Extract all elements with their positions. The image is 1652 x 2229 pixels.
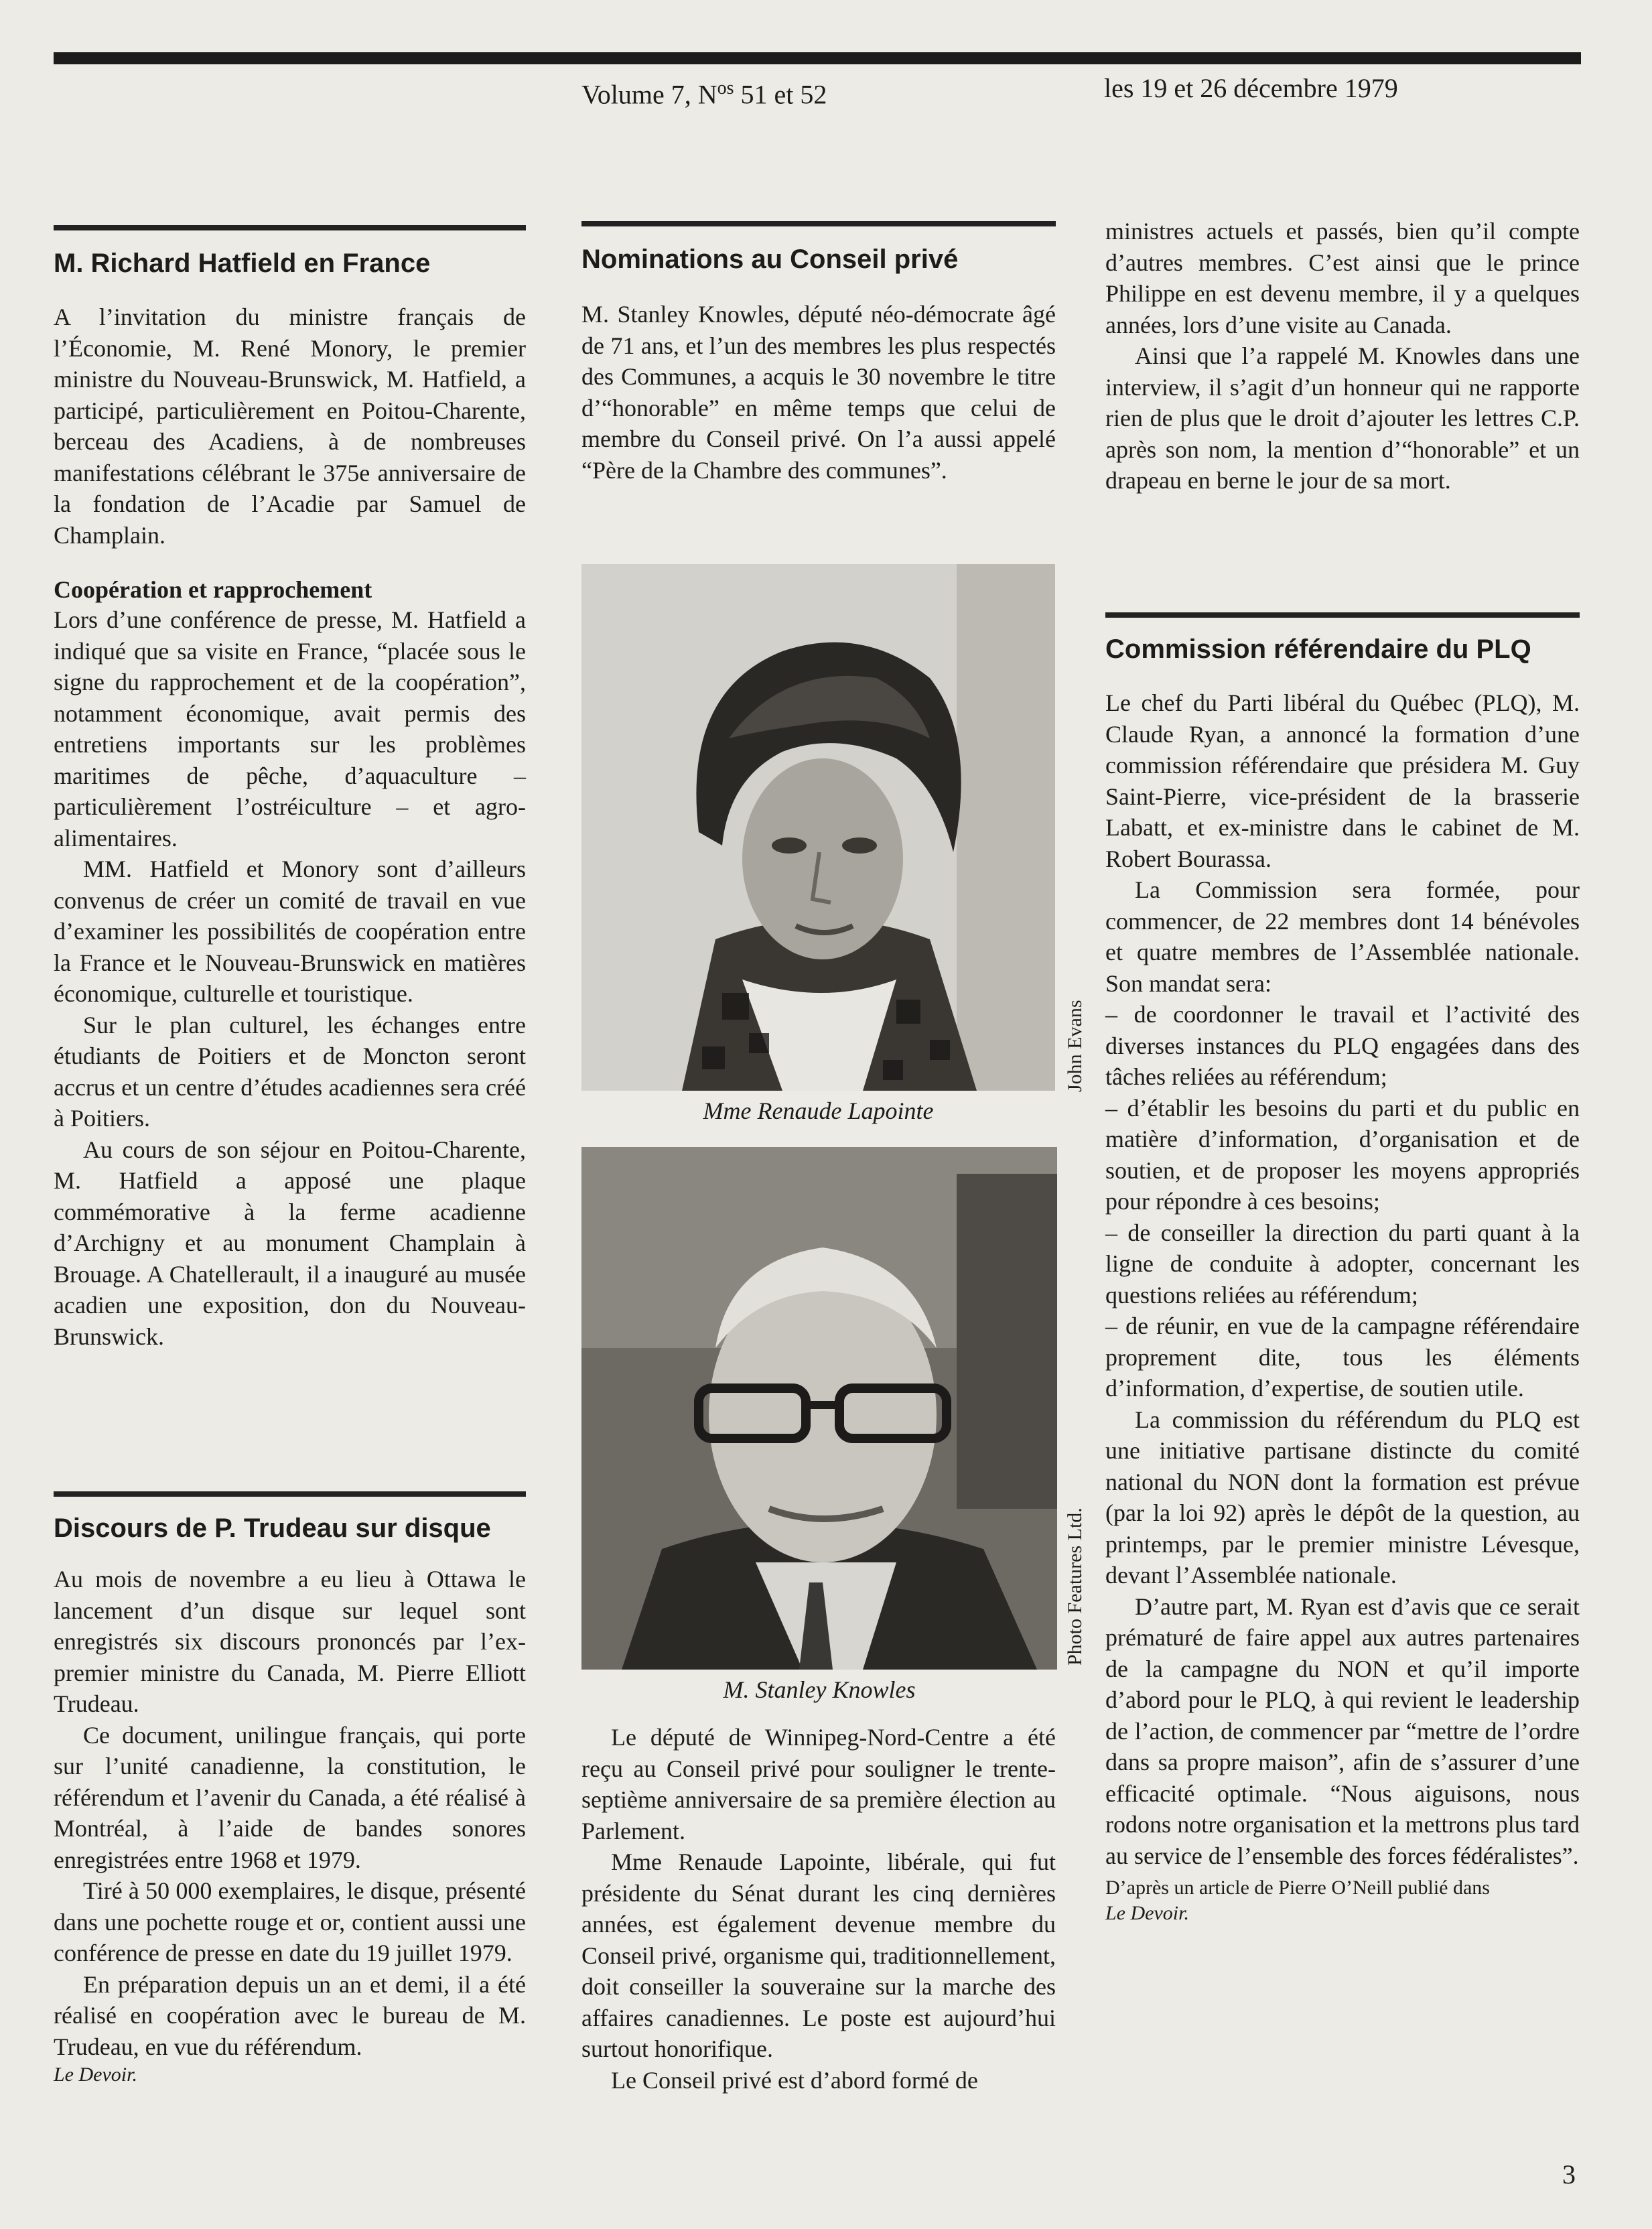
hatfield-paragraph-3: MM. Hatfield et Monory sont d’ailleurs convenus de créer un comité de travail en vue d’examiner les possibilités de coopération entre la France et le Nouveau-Brunswick en matières économique, culturelle et touristique. [54, 856, 526, 1007]
conseil-paragraph-5: ministres actuels et passés, bien qu’il compte d’autres membres. C’est ainsi que le prince Philippe en est devenu membre, il y a quelques années, lors d’une visite au Canada. [1105, 218, 1580, 338]
photo1-credit: John Evans [1064, 1000, 1086, 1092]
page-number: 3 [1562, 2159, 1576, 2189]
portrait-man-image [581, 1147, 1057, 1670]
plq-paragraph-2: La Commission sera formée, pour commencer, de 22 membres dont 14 bénévoles et quatre membres de l’Assemblée nationale. Son mandat sera: [1105, 876, 1580, 997]
conseil-paragraph-1: M. Stanley Knowles, député néo-démocrate âgé de 71 ans, et l’un des membres les plus respectés des Communes, a acquis le 30 novembre le titre d’“honorable” en même temps que celui de membre du Conseil privé. On l’a aussi appelé “Père de la Chambre des communes”. [581, 301, 1056, 484]
trudeau-paragraph-1: Au mois de novembre a eu lieu à Ottawa le lancement d’un disque sur lequel sont enregistrés six discours prononcés par l’ex-premier ministre du Canada, M. Pierre Elliott Trudeau. [54, 1566, 526, 1717]
plq-mandate-item-2: – d’établir les besoins du parti et du public en matière d’information, d’organisation et de soutien, et de proposer les moyens appropriés pour répondre à ces besoins; [1105, 1094, 1580, 1215]
plq-mandate-item-4: – de réunir, en vue de la campagne référendaire proprement dite, tous les éléments d’information, d’expertise, de soutien utile. [1105, 1312, 1580, 1402]
conseil-paragraph-6: Ainsi que l’a rappelé M. Knowles dans une interview, il s’agit d’un honneur qui ne rapporte rien de plus que le droit d’ajouter les lettres C.P. après son nom, la mention d’“honorable” et un drapeau en berne le jour de sa mort. [1105, 342, 1580, 494]
volume-info: Volume 7, $N^{os}$ 51 et 52 [581, 78, 827, 110]
section-rule [54, 225, 526, 230]
plq-mandate-item-3: – de conseiller la direction du parti quant à la ligne de conduite à adopter, concernant les questions reliées au référendum; [1105, 1219, 1580, 1308]
photo-stanley-knowles [581, 1147, 1057, 1670]
plq-paragraph-1: Le chef du Parti libéral du Québec (PLQ), M. Claude Ryan, a annoncé la formation d’une commission référendaire que présidera M. Guy Saint-Pierre, vice-président de la brasserie Labatt, et ex-ministre dans le cabinet de M. Robert Bourassa. [1105, 689, 1580, 872]
photo1-caption: Mme Renaude Lapointe [703, 1097, 934, 1124]
trudeau-paragraph-2: Ce document, unilingue français, qui porte sur l’unité canadienne, la constitution, le référendum et l’avenir du Canada, a été réalisé à Montréal, à l’aide de bandes sonores enregistrées entre 1968 et 1979. [54, 1721, 526, 1873]
plq-paragraph-4: D’autre part, M. Ryan est d’avis que ce serait prématuré de faire appel aux autres partenaires de la campagne du NON et qu’il importe d’abord pour le PLQ, à qui revient le leadership de l’action, de commencer par “mettre de l’ordre dans sa propre maison”, afin de s’assurer d’une efficacité optimale. “Nous aiguisons, nous rodons notre organisation et la mettrons plus tard au service de l’ensemble des forces fédéralistes”. [1105, 1593, 1580, 1869]
section-rule [54, 1491, 526, 1497]
plq-source-note: D’après un article de Pierre O’Neill publié dans Le Devoir. [1105, 1877, 1490, 1924]
conseil-paragraph-3: Mme Renaude Lapointe, libérale, qui fut présidente du Sénat durant les cinq dernières années, est également devenue membre du Conseil privé, organisme qui, traditionnellement, doit conseiller la souveraine sur la marche des affaires canadiennes. Le poste est aujourd’hui surtout honorifique. [581, 1848, 1056, 2062]
photo2-caption: M. Stanley Knowles [723, 1676, 916, 1703]
hatfield-paragraph-5: Au cours de son séjour en Poitou-Charente, M. Hatfield a apposé une plaque commémorative à la ferme acadienne d’Archigny et au monument Champlain à Brouage. A Chatellerault, il a inauguré au musée acadien une exposition, don du Nouveau-Brunswick. [54, 1136, 526, 1350]
top-rule [54, 52, 1581, 64]
section-rule [581, 221, 1056, 226]
section-rule [1105, 612, 1580, 618]
portrait-woman-image [581, 564, 1055, 1091]
article-conseil-continued [581, 1722, 1056, 2096]
conseil-paragraph-4: Le Conseil privé est d’abord formé de [611, 2066, 978, 2094]
trudeau-source: Le Devoir. [54, 2064, 137, 2086]
photo-renaude-lapointe [581, 564, 1055, 1091]
plq-paragraph-3: La commission du référendum du PLQ est une initiative partisane distincte du comité national du NON dont la formation est prévue (par la loi 92) après le dépôt de la question, au printemps, par le premier ministre Lévesque, devant l’Assemblée nationale. [1105, 1406, 1580, 1589]
photo2-credit: Photo Features Ltd. [1064, 1507, 1086, 1666]
conseil-paragraph-2: Le député de Winnipeg-Nord-Centre a été reçu au Conseil privé pour souligner le trente-septième anniversaire de sa première élection au Parlement. [581, 1724, 1056, 1844]
article-conseil-end [1105, 216, 1580, 496]
headline-conseil: Nominations au Conseil privé [581, 245, 959, 274]
hatfield-paragraph-2: Lors d’une conférence de presse, M. Hatfield a indiqué que sa visite en France, “placée sous le signe du rapprochement et de la coopération”, notamment économique, avait permis des entretiens importants sur les problèmes maritimes de pêche, d’aquaculture – particulièrement l’ostréiculture – et agro-alimentaires. [54, 606, 526, 852]
plq-mandate-item-1: – de coordonner le travail et l’activité des diverses instances du PLQ engagées dans des tâches reliées au référendum; [1105, 1001, 1580, 1090]
issue-date: les 19 et 26 décembre 1979 [1104, 73, 1398, 103]
headline-hatfield: M. Richard Hatfield en France [54, 249, 431, 278]
hatfield-subhead: Coopération et rapprochement [54, 576, 372, 603]
article-conseil [581, 221, 1056, 486]
hatfield-paragraph-1: A l’invitation du ministre français de l’Économie, M. René Monory, le premier ministre du Nouveau-Brunswick, M. Hatfield, a participé, particulièrement en Poitou-Charente, berceau des Acadiens, à de nombreuses manifestations célébrant le 375e anniversaire de la fondation de l’Acadie par Samuel de Champlain. [54, 303, 526, 549]
article-hatfield [54, 225, 526, 1352]
hatfield-paragraph-4: Sur le plan culturel, les échanges entre étudiants de Poitiers et de Moncton seront accrus et un centre d’études acadiennes sera créé à Poitiers. [54, 1011, 526, 1132]
article-plq [1105, 612, 1580, 1926]
trudeau-paragraph-4: En préparation depuis un an et demi, il a été réalisé en coopération avec le bureau de M. Trudeau, en vue du référendum. [54, 1970, 526, 2060]
headline-trudeau: Discours de P. Trudeau sur disque [54, 1513, 491, 1543]
trudeau-paragraph-3: Tiré à 50 000 exemplaires, le disque, présenté dans une pochette rouge et or, contient aussi une conférence de presse en date du 19 juillet 1979. [54, 1877, 526, 1966]
article-trudeau [54, 1491, 526, 2088]
headline-plq: Commission référendaire du PLQ [1105, 634, 1531, 664]
